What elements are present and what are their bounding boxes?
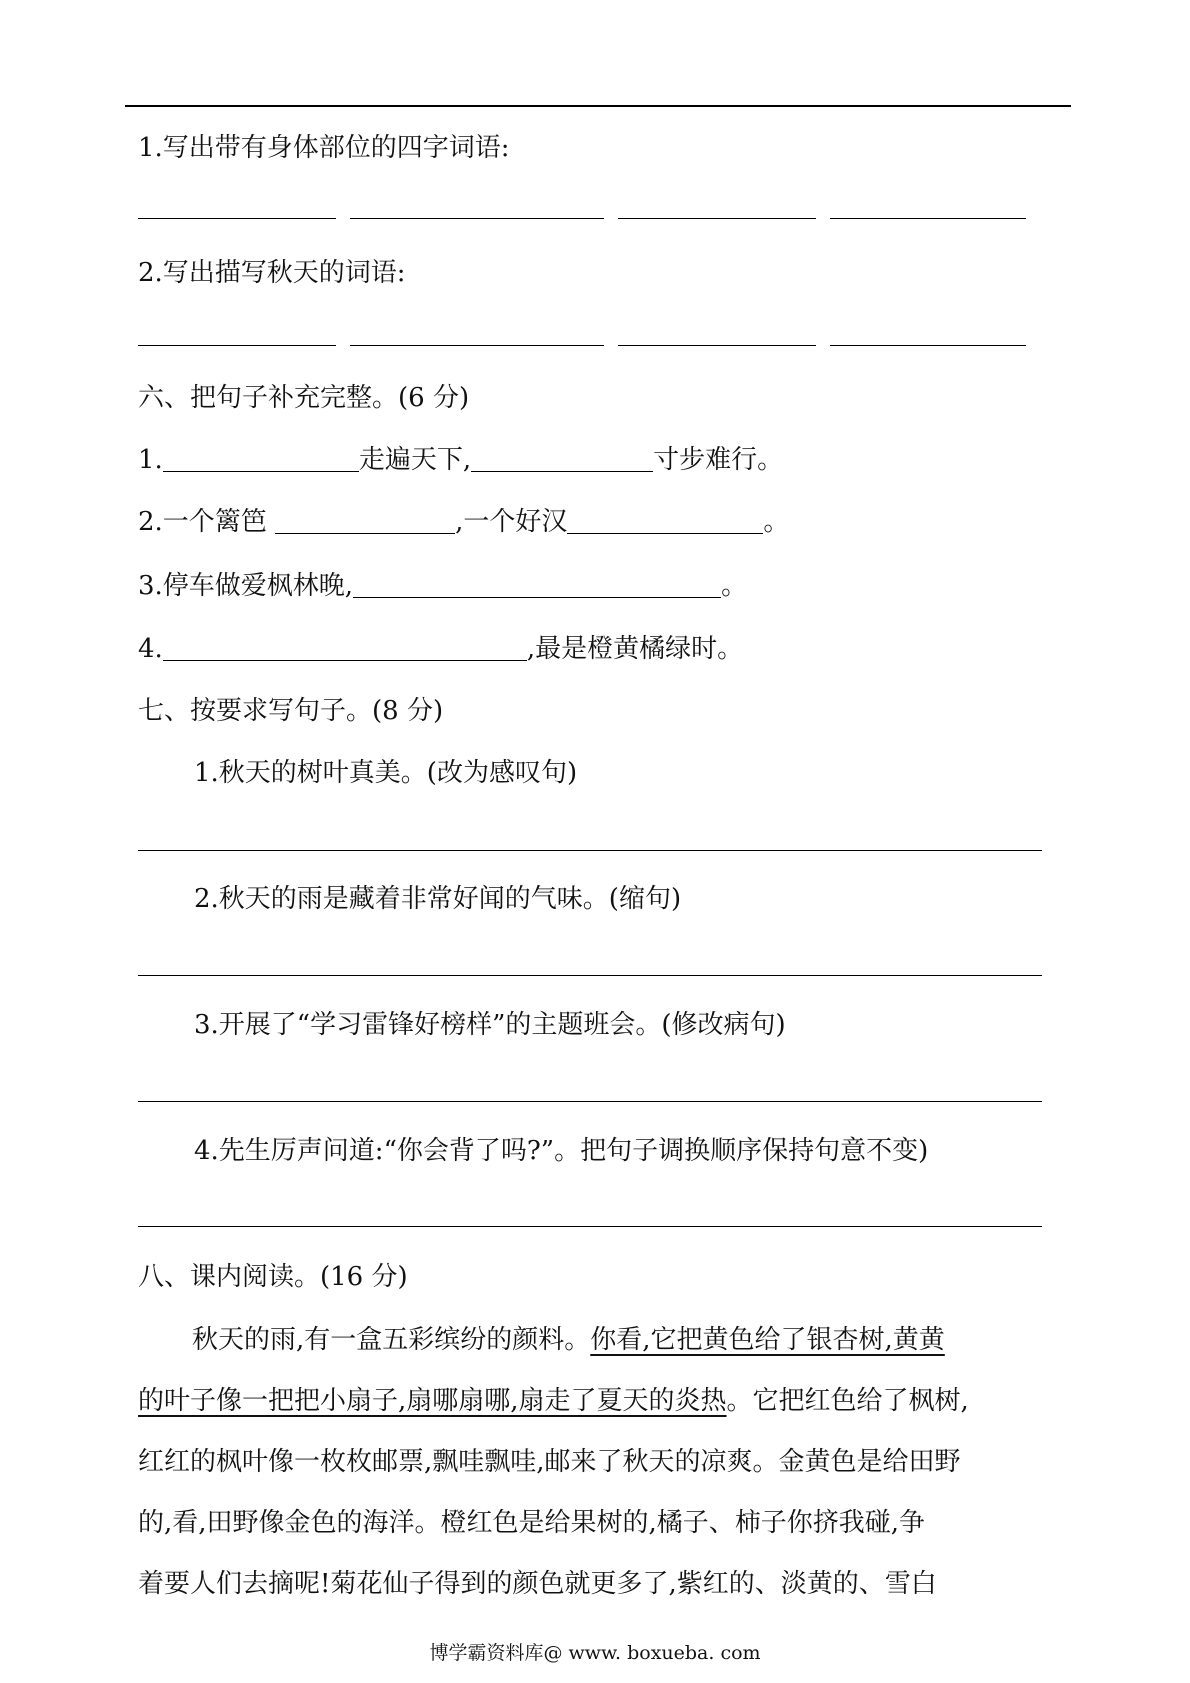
- sentence-text: 走遍天下,: [358, 445, 472, 475]
- answer-blank[interactable]: [138, 218, 336, 219]
- sentence-text: 。: [763, 507, 790, 537]
- sentence-2: [138, 505, 789, 539]
- fill-blank[interactable]: [163, 634, 527, 661]
- answer-line[interactable]: [138, 975, 1042, 976]
- top-rule: [125, 105, 1071, 107]
- answer-blank[interactable]: [830, 345, 1026, 346]
- sentence-4: [138, 632, 743, 666]
- sentence-text: ,最是橙黄橘绿时。: [526, 634, 744, 664]
- sentence-text: 3.停车做爱枫林晚,: [138, 571, 354, 601]
- rewrite-item-2: 2.秋天的雨是藏着非常好闻的气味。(缩句): [194, 884, 682, 914]
- sentence-1: [138, 443, 783, 477]
- fill-blank[interactable]: [353, 571, 721, 598]
- passage-line-5: 着要人们去摘呢!菊花仙子得到的颜色就更多了,紫红的、淡黄的、雪白: [138, 1569, 937, 1599]
- answer-line[interactable]: [138, 850, 1042, 851]
- sentence-3: [138, 569, 747, 603]
- sentence-text: 。: [721, 571, 748, 601]
- rewrite-item-4: 4.先生厉声问道:“你会背了吗?”。把句子调换顺序保持句意不变): [194, 1136, 929, 1166]
- sentence-text: 2.一个篱笆: [138, 507, 267, 537]
- answer-line[interactable]: [138, 1101, 1042, 1102]
- section-7-title: 七、按要求写句子。(8 分): [138, 696, 444, 726]
- answer-blank[interactable]: [618, 218, 816, 219]
- fill-blank[interactable]: [163, 445, 359, 472]
- passage-text: 。它把红色给了枫树,: [726, 1386, 969, 1416]
- fill-blank[interactable]: [471, 445, 653, 472]
- answer-blank[interactable]: [350, 345, 604, 346]
- section-8-title: 八、课内阅读。(16 分): [138, 1262, 408, 1292]
- sentence-text: 寸步难行。: [653, 445, 784, 475]
- question-2-autumn-words: 2.写出描写秋天的词语:: [138, 258, 406, 288]
- sentence-num: 1.: [138, 445, 163, 475]
- passage-underlined-text: 的叶子像一把把小扇子,扇哪扇哪,扇走了夏天的炎热: [138, 1386, 727, 1416]
- answer-line[interactable]: [138, 1226, 1042, 1227]
- sentence-text: ,一个好汉: [455, 507, 568, 537]
- passage-line-3: 红红的枫叶像一枚枚邮票,飘哇飘哇,邮来了秋天的凉爽。金黄色是给田野: [138, 1447, 961, 1477]
- rewrite-item-1: 1.秋天的树叶真美。(改为感叹句): [194, 758, 578, 788]
- sentence-num: 4.: [138, 634, 163, 664]
- answer-blank[interactable]: [138, 345, 336, 346]
- passage-text: 秋天的雨,有一盒五彩缤纷的颜料。: [192, 1325, 591, 1355]
- rewrite-item-3: 3.开展了“学习雷锋好榜样”的主题班会。(修改病句): [194, 1010, 786, 1040]
- answer-blank[interactable]: [830, 218, 1026, 219]
- fill-blank[interactable]: [567, 507, 763, 534]
- section-6-title: 六、把句子补充完整。(6 分): [138, 383, 470, 413]
- passage-line-2: [138, 1371, 1068, 1432]
- answer-blank[interactable]: [618, 345, 816, 346]
- footer-watermark: 博学霸资料库@ www. boxueba. com: [429, 1642, 761, 1664]
- passage-underlined-text: 你看,它把黄色给了银杏树,黄黄: [590, 1325, 945, 1355]
- passage-line-1: [138, 1310, 1122, 1371]
- question-1-body-words: 1.写出带有身体部位的四字词语:: [138, 133, 510, 163]
- answer-blank[interactable]: [350, 218, 604, 219]
- passage-line-4: 的,看,田野像金色的海洋。橙红色是给果树的,橘子、柿子你挤我碰,争: [138, 1508, 926, 1538]
- fill-blank[interactable]: [275, 507, 455, 534]
